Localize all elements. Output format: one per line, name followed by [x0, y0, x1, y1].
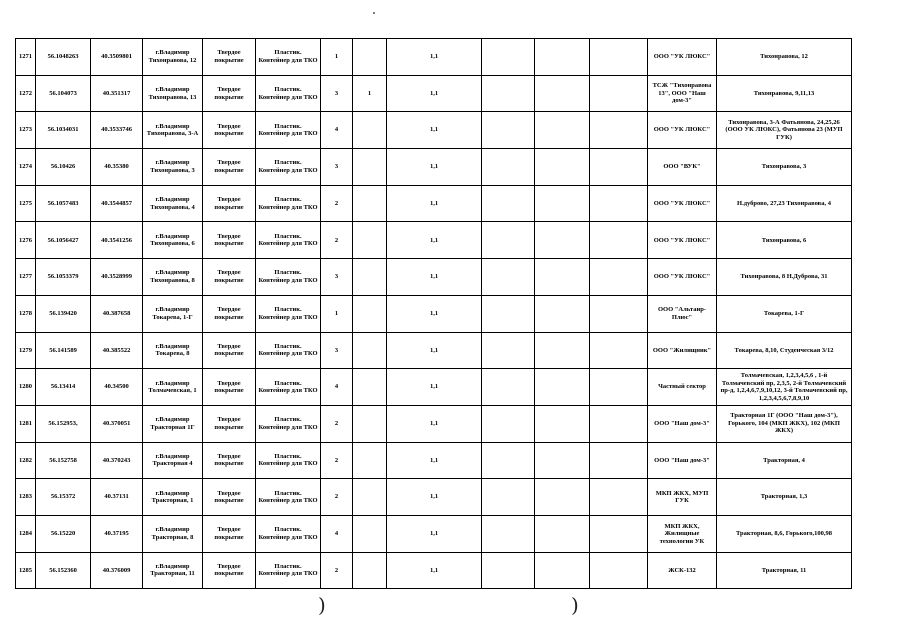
table-row	[16, 442, 852, 479]
empty-col-3-cell	[590, 112, 648, 149]
managing-organization-cell: ООО "Альтаир-Плюс"	[648, 295, 717, 332]
empty-col-3-cell	[590, 332, 648, 369]
surface-type-cell: Твердое покрытие	[203, 222, 256, 259]
latitude-cell: 56.1034031	[36, 112, 91, 149]
table-row	[16, 552, 852, 589]
container-volume-cell: 1,1	[387, 405, 482, 442]
row-number-cell: 1278	[16, 295, 36, 332]
latitude-cell: 56.1057483	[36, 185, 91, 222]
container-volume-cell: 1,1	[387, 39, 482, 76]
address-cell: г.Владимир Толмачевская, 1	[143, 369, 203, 406]
empty-col-1-cell	[482, 185, 535, 222]
longitude-cell: 40.351317	[91, 75, 143, 112]
managing-organization-cell: МКП ЖКХ, Жилищные технологии УК	[648, 515, 717, 552]
container-type-cell: Пластик. Контейнер для ТКО	[256, 185, 321, 222]
empty-col-1-cell	[482, 515, 535, 552]
surface-type-cell: Твердое покрытие	[203, 479, 256, 516]
latitude-cell: 56.139420	[36, 295, 91, 332]
longitude-cell: 40.3544857	[91, 185, 143, 222]
longitude-cell: 40.3528999	[91, 259, 143, 296]
latitude-cell: 56.15372	[36, 479, 91, 516]
table-row	[16, 149, 852, 186]
empty-col-3-cell	[590, 75, 648, 112]
empty-col-1-cell	[482, 295, 535, 332]
container-volume-cell: 1,1	[387, 515, 482, 552]
empty-col-2-cell	[535, 369, 590, 406]
table-row	[16, 332, 852, 369]
table-row	[16, 39, 852, 76]
container-type-cell: Пластик. Контейнер для ТКО	[256, 332, 321, 369]
latitude-cell: 56.1048263	[36, 39, 91, 76]
empty-col-2-cell	[535, 185, 590, 222]
served-houses-cell: Тихонравова, 3	[717, 149, 852, 186]
managing-organization-cell: ООО "УК ЛЮКС"	[648, 185, 717, 222]
container-type-cell: Пластик. Контейнер для ТКО	[256, 405, 321, 442]
served-houses-cell: Тихонравова, 6	[717, 222, 852, 259]
empty-col-2-cell	[535, 552, 590, 589]
row-number-cell: 1273	[16, 112, 36, 149]
container-count-cell: 2	[321, 222, 353, 259]
address-cell: г.Владимир Тракторная, 8	[143, 515, 203, 552]
row-number-cell: 1277	[16, 259, 36, 296]
punch-hole-mark-left: )	[318, 593, 326, 617]
extra-count-cell	[353, 332, 387, 369]
empty-col-3-cell	[590, 149, 648, 186]
extra-count-cell	[353, 222, 387, 259]
longitude-cell: 40.387658	[91, 295, 143, 332]
empty-col-1-cell	[482, 149, 535, 186]
address-cell: г.Владимир Тихонравова, 12	[143, 39, 203, 76]
longitude-cell: 40.370243	[91, 442, 143, 479]
table-row	[16, 479, 852, 516]
empty-col-2-cell	[535, 39, 590, 76]
container-count-cell: 3	[321, 259, 353, 296]
container-count-cell: 2	[321, 405, 353, 442]
empty-col-1-cell	[482, 39, 535, 76]
longitude-cell: 40.35380	[91, 149, 143, 186]
longitude-cell: 40.3541256	[91, 222, 143, 259]
container-count-cell: 3	[321, 75, 353, 112]
empty-col-2-cell	[535, 442, 590, 479]
address-cell: г.Владимир Тихонравова, 4	[143, 185, 203, 222]
row-number-cell: 1282	[16, 442, 36, 479]
managing-organization-cell: ООО "Наш дом-3"	[648, 442, 717, 479]
container-type-cell: Пластик. Контейнер для ТКО	[256, 515, 321, 552]
address-cell: г.Владимир Тракторная, 1	[143, 479, 203, 516]
longitude-cell: 40.37195	[91, 515, 143, 552]
empty-col-2-cell	[535, 112, 590, 149]
container-volume-cell: 1,1	[387, 479, 482, 516]
longitude-cell: 40.34500	[91, 369, 143, 406]
address-cell: г.Владимир Токарева, 1-Г	[143, 295, 203, 332]
container-volume-cell: 1,1	[387, 295, 482, 332]
served-houses-cell: Тракторная, 11	[717, 552, 852, 589]
address-cell: г.Владимир Тихонравова, 13	[143, 75, 203, 112]
latitude-cell: 56.1053379	[36, 259, 91, 296]
managing-organization-cell: МКП ЖКХ, МУП ГУК	[648, 479, 717, 516]
container-count-cell: 2	[321, 185, 353, 222]
surface-type-cell: Твердое покрытие	[203, 552, 256, 589]
surface-type-cell: Твердое покрытие	[203, 295, 256, 332]
extra-count-cell	[353, 149, 387, 186]
latitude-cell: 56.104073	[36, 75, 91, 112]
empty-col-2-cell	[535, 259, 590, 296]
surface-type-cell: Твердое покрытие	[203, 442, 256, 479]
empty-col-3-cell	[590, 479, 648, 516]
container-volume-cell: 1,1	[387, 552, 482, 589]
surface-type-cell: Твердое покрытие	[203, 259, 256, 296]
empty-col-1-cell	[482, 332, 535, 369]
container-type-cell: Пластик. Контейнер для ТКО	[256, 295, 321, 332]
extra-count-cell	[353, 552, 387, 589]
longitude-cell: 40.3533746	[91, 112, 143, 149]
longitude-cell: 40.37131	[91, 479, 143, 516]
container-count-cell: 2	[321, 552, 353, 589]
empty-col-1-cell	[482, 369, 535, 406]
empty-col-3-cell	[590, 185, 648, 222]
served-houses-cell: Тракторная, 4	[717, 442, 852, 479]
extra-count-cell	[353, 185, 387, 222]
served-houses-cell: Тихонравова, 9,11,13	[717, 75, 852, 112]
managing-organization-cell: ООО "Жилищник"	[648, 332, 717, 369]
table-row	[16, 112, 852, 149]
row-number-cell: 1281	[16, 405, 36, 442]
served-houses-cell: Тихонравова, 8 Н.Дуброва, 31	[717, 259, 852, 296]
latitude-cell: 56.152953,	[36, 405, 91, 442]
empty-col-3-cell	[590, 552, 648, 589]
extra-count-cell: 1	[353, 75, 387, 112]
latitude-cell: 56.152360	[36, 552, 91, 589]
surface-type-cell: Твердое покрытие	[203, 149, 256, 186]
managing-organization-cell: ООО "УК ЛЮКС"	[648, 222, 717, 259]
address-cell: г.Владимир Тихонравова, 3	[143, 149, 203, 186]
container-count-cell: 1	[321, 295, 353, 332]
row-number-cell: 1279	[16, 332, 36, 369]
latitude-cell: 56.141589	[36, 332, 91, 369]
latitude-cell: 56.152758	[36, 442, 91, 479]
empty-col-1-cell	[482, 112, 535, 149]
container-count-cell: 2	[321, 479, 353, 516]
container-volume-cell: 1,1	[387, 112, 482, 149]
container-sites-table	[15, 38, 852, 589]
served-houses-cell: Тракторная 1Г (ООО "Наш дом-3"), Горького, 104 (МКП ЖКХ), 102 (МКП ЖКХ)	[717, 405, 852, 442]
empty-col-1-cell	[482, 442, 535, 479]
row-number-cell: 1283	[16, 479, 36, 516]
latitude-cell: 56.15220	[36, 515, 91, 552]
empty-col-3-cell	[590, 405, 648, 442]
container-volume-cell: 1,1	[387, 185, 482, 222]
extra-count-cell	[353, 479, 387, 516]
empty-col-1-cell	[482, 75, 535, 112]
container-volume-cell: 1,1	[387, 369, 482, 406]
surface-type-cell: Твердое покрытие	[203, 405, 256, 442]
managing-organization-cell: Частный сектор	[648, 369, 717, 406]
table-row	[16, 295, 852, 332]
container-count-cell: 1	[321, 39, 353, 76]
container-count-cell: 3	[321, 149, 353, 186]
empty-col-2-cell	[535, 515, 590, 552]
row-number-cell: 1280	[16, 369, 36, 406]
longitude-cell: 40.376009	[91, 552, 143, 589]
surface-type-cell: Твердое покрытие	[203, 515, 256, 552]
surface-type-cell: Твердое покрытие	[203, 332, 256, 369]
address-cell: г.Владимир Тракторная 1Г	[143, 405, 203, 442]
container-count-cell: 2	[321, 442, 353, 479]
row-number-cell: 1272	[16, 75, 36, 112]
managing-organization-cell: ООО "УК ЛЮКС"	[648, 259, 717, 296]
empty-col-1-cell	[482, 405, 535, 442]
table-row	[16, 75, 852, 112]
container-type-cell: Пластик. Контейнер для ТКО	[256, 259, 321, 296]
address-cell: г.Владимир Токарева, 8	[143, 332, 203, 369]
longitude-cell: 40.370051	[91, 405, 143, 442]
row-number-cell: 1276	[16, 222, 36, 259]
table-row	[16, 515, 852, 552]
extra-count-cell	[353, 259, 387, 296]
container-volume-cell: 1,1	[387, 332, 482, 369]
served-houses-cell: Н.дуброво, 27,23 Тихонравова, 4	[717, 185, 852, 222]
container-type-cell: Пластик. Контейнер для ТКО	[256, 112, 321, 149]
served-houses-cell: Токарева, 8,10, Студенческая 3/12	[717, 332, 852, 369]
container-count-cell: 4	[321, 369, 353, 406]
managing-organization-cell: ООО "УК ЛЮКС"	[648, 112, 717, 149]
row-number-cell: 1284	[16, 515, 36, 552]
empty-col-3-cell	[590, 39, 648, 76]
served-houses-cell: Тракторная, 1,3	[717, 479, 852, 516]
address-cell: г.Владимир Тихонравова, 3-А	[143, 112, 203, 149]
container-type-cell: Пластик. Контейнер для ТКО	[256, 75, 321, 112]
empty-col-3-cell	[590, 369, 648, 406]
managing-organization-cell: ООО "Наш дом-3"	[648, 405, 717, 442]
container-type-cell: Пластик. Контейнер для ТКО	[256, 39, 321, 76]
empty-col-3-cell	[590, 222, 648, 259]
empty-col-3-cell	[590, 515, 648, 552]
surface-type-cell: Твердое покрытие	[203, 75, 256, 112]
longitude-cell: 40.385522	[91, 332, 143, 369]
empty-col-3-cell	[590, 295, 648, 332]
row-number-cell: 1285	[16, 552, 36, 589]
empty-col-1-cell	[482, 552, 535, 589]
empty-col-2-cell	[535, 479, 590, 516]
extra-count-cell	[353, 405, 387, 442]
latitude-cell: 56.1056427	[36, 222, 91, 259]
longitude-cell: 40.3509801	[91, 39, 143, 76]
empty-col-3-cell	[590, 442, 648, 479]
container-type-cell: Пластик. Контейнер для ТКО	[256, 369, 321, 406]
container-type-cell: Пластик. Контейнер для ТКО	[256, 222, 321, 259]
empty-col-1-cell	[482, 259, 535, 296]
extra-count-cell	[353, 112, 387, 149]
row-number-cell: 1275	[16, 185, 36, 222]
served-houses-cell: Толмачевская, 1,2,3,4,5,6 , 1-й Толмачевский пр, 2,3,5, 2-й Толмачевский пр-д, 1,2,4,6,7,9,10,12, 3-й Толмачевский пр, 1,2,3,4,5,6,7,8,9,10	[717, 369, 852, 406]
container-type-cell: Пластик. Контейнер для ТКО	[256, 442, 321, 479]
extra-count-cell	[353, 515, 387, 552]
address-cell: г.Владимир Тихонравова, 8	[143, 259, 203, 296]
empty-col-1-cell	[482, 222, 535, 259]
empty-col-2-cell	[535, 332, 590, 369]
container-type-cell: Пластик. Контейнер для ТКО	[256, 552, 321, 589]
container-volume-cell: 1,1	[387, 442, 482, 479]
container-type-cell: Пластик. Контейнер для ТКО	[256, 479, 321, 516]
empty-col-2-cell	[535, 222, 590, 259]
extra-count-cell	[353, 39, 387, 76]
managing-organization-cell: ООО "ВУК"	[648, 149, 717, 186]
managing-organization-cell: ООО "УК ЛЮКС"	[648, 39, 717, 76]
empty-col-2-cell	[535, 405, 590, 442]
scan-speck	[373, 12, 375, 14]
table-row	[16, 369, 852, 406]
latitude-cell: 56.10426	[36, 149, 91, 186]
empty-col-2-cell	[535, 75, 590, 112]
surface-type-cell: Твердое покрытие	[203, 185, 256, 222]
empty-col-2-cell	[535, 295, 590, 332]
container-count-cell: 4	[321, 515, 353, 552]
served-houses-cell: Тракторная, 8,6, Горького,100,98	[717, 515, 852, 552]
managing-organization-cell: ТСЖ "Тихонравова 13", ООО "Наш дом-3"	[648, 75, 717, 112]
punch-hole-mark-right: )	[571, 593, 579, 617]
address-cell: г.Владимир Тракторная 4	[143, 442, 203, 479]
container-type-cell: Пластик. Контейнер для ТКО	[256, 149, 321, 186]
extra-count-cell	[353, 295, 387, 332]
container-volume-cell: 1,1	[387, 75, 482, 112]
table-row	[16, 222, 852, 259]
container-volume-cell: 1,1	[387, 259, 482, 296]
surface-type-cell: Твердое покрытие	[203, 112, 256, 149]
table-row	[16, 259, 852, 296]
served-houses-cell: Токарева, 1-Г	[717, 295, 852, 332]
table-row	[16, 405, 852, 442]
container-count-cell: 4	[321, 112, 353, 149]
empty-col-3-cell	[590, 259, 648, 296]
served-houses-cell: Тихонравова, 12	[717, 39, 852, 76]
latitude-cell: 56.13414	[36, 369, 91, 406]
extra-count-cell	[353, 442, 387, 479]
container-count-cell: 3	[321, 332, 353, 369]
container-volume-cell: 1,1	[387, 222, 482, 259]
row-number-cell: 1274	[16, 149, 36, 186]
container-volume-cell: 1,1	[387, 149, 482, 186]
empty-col-2-cell	[535, 149, 590, 186]
served-houses-cell: Тихонравова, 3-А Фатьянова, 24,25,26 (ООО УК ЛЮКС), Фатьянова 23 (МУП ГУК)	[717, 112, 852, 149]
surface-type-cell: Твердое покрытие	[203, 369, 256, 406]
extra-count-cell	[353, 369, 387, 406]
table-row	[16, 185, 852, 222]
empty-col-1-cell	[482, 479, 535, 516]
managing-organization-cell: ЖСК-132	[648, 552, 717, 589]
row-number-cell: 1271	[16, 39, 36, 76]
address-cell: г.Владимир Тракторная, 11	[143, 552, 203, 589]
surface-type-cell: Твердое покрытие	[203, 39, 256, 76]
address-cell: г.Владимир Тихонравова, 6	[143, 222, 203, 259]
